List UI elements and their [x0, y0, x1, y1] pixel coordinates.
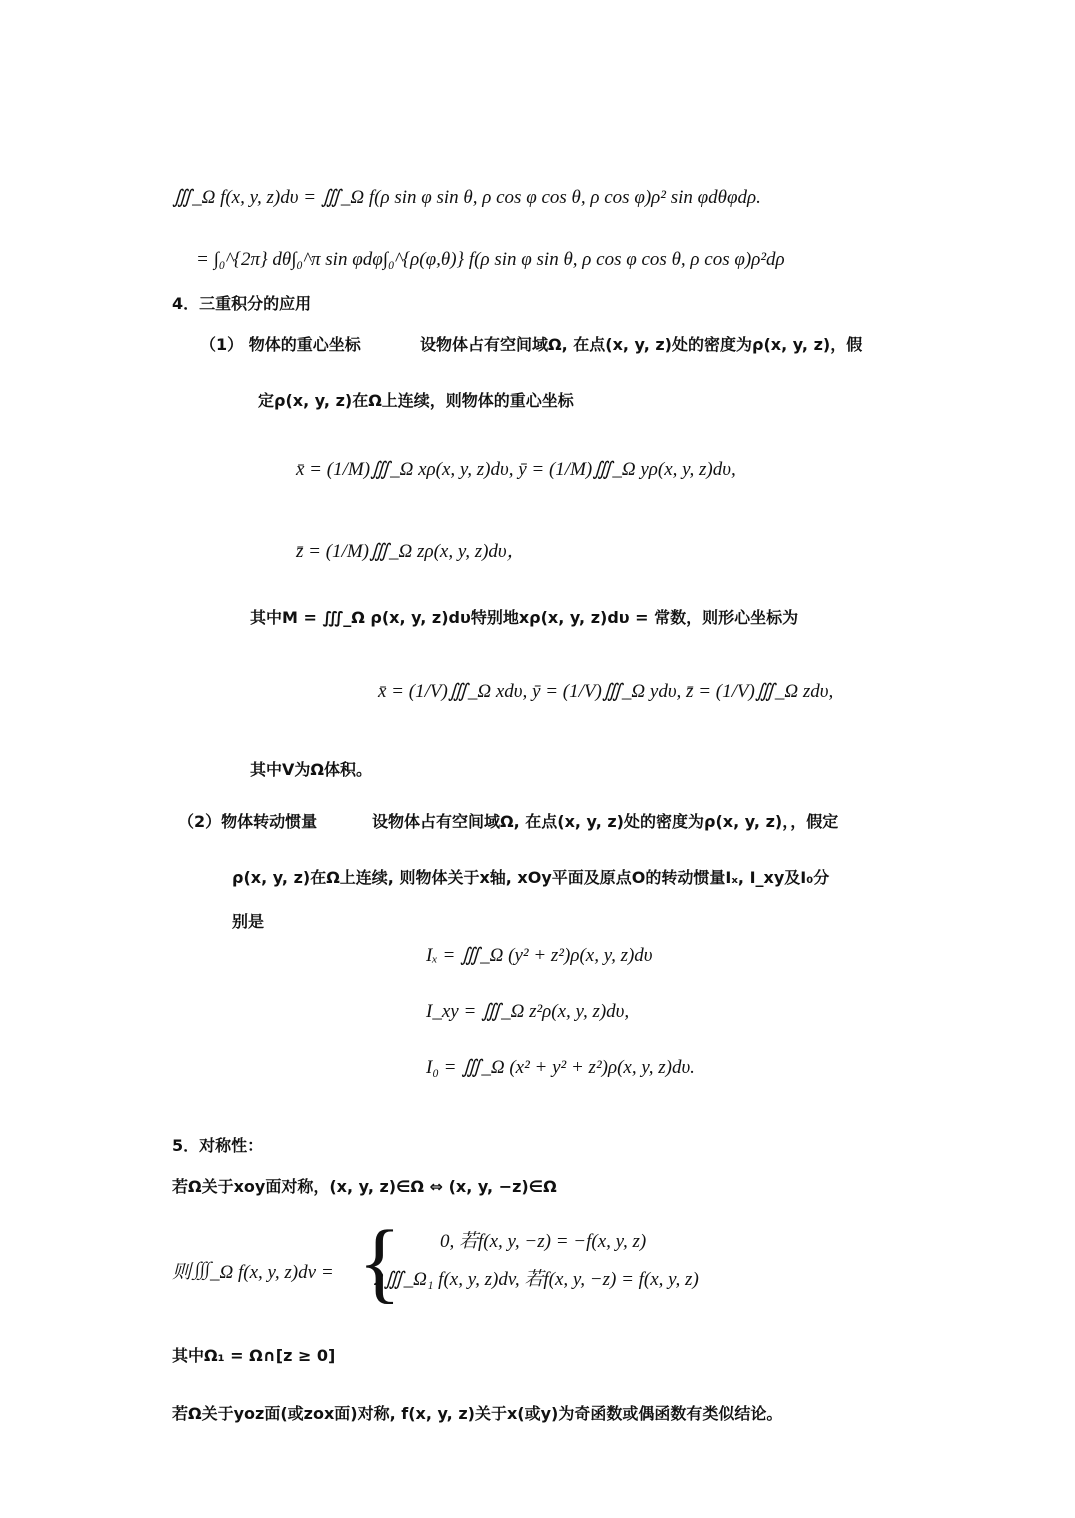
piecewise-brace: {: [358, 1213, 402, 1312]
item-1-heading: （1） 物体的重心坐标: [200, 335, 361, 354]
item-2-text-c: 别是: [232, 912, 265, 931]
omega1-definition: 其中Ω₁ = Ω∩[z ≥ 0]: [172, 1346, 336, 1365]
inertia-xy-formula: I_xy = ∭_Ω z²ρ(x, y, z)dυ,: [426, 1001, 630, 1022]
item-1-text-b: 定ρ(x, y, z)在Ω上连续，则物体的重心坐标: [258, 391, 574, 410]
section-4-heading: 4．三重积分的应用: [172, 294, 312, 313]
formula-spherical-line-1: ∭_Ω f(x, y, z)dυ = ∭_Ω f(ρ sin φ sin θ, ρ cos φ cos θ, ρ cos φ)ρ² sin φdθφdρ.: [172, 187, 761, 208]
symmetry-lhs: 则∭_Ω f(x, y, z)dv =: [172, 1262, 334, 1283]
item-1-text-a: 设物体占有空间域Ω, 在点(x, y, z)处的密度为ρ(x, y, z)，假: [420, 335, 863, 354]
symmetry-case-odd: 0, 若f(x, y, −z) = −f(x, y, z): [440, 1231, 647, 1252]
symmetry-condition: 若Ω关于xoy面对称，(x, y, z)∈Ω ⇔ (x, y, −z)∈Ω: [172, 1177, 557, 1196]
item-2-heading: （2）物体转动惯量: [178, 812, 318, 831]
item-2-text-a: 设物体占有空间域Ω, 在点(x, y, z)处的密度为ρ(x, y, z)，，假定: [372, 812, 839, 831]
volume-note: 其中V为Ω体积。: [250, 760, 372, 779]
mass-definition-line: 其中M = ∭_Ω ρ(x, y, z)dυ特别地xρ(x, y, z)dυ = 常数，则形心坐标为: [250, 608, 799, 627]
formula-spherical-line-2: = ∫₀^{2π} dθ∫₀^π sin φdφ∫₀^{ρ(φ,θ)} f(ρ sin φ sin θ, ρ cos φ cos θ, ρ cos φ)ρ²dρ: [196, 249, 785, 270]
symmetry-case-even: 2∭_Ω₁ f(x, y, z)dv, 若f(x, y, −z) = f(x, y, z): [374, 1269, 699, 1290]
section-5-heading: 5．对称性：: [172, 1136, 264, 1155]
centroid-z-formula: z̄ = (1/M)∭_Ω zρ(x, y, z)dυ，: [296, 541, 526, 562]
item-2-text-b: ρ(x, y, z)在Ω上连续, 则物体关于x轴, xOy平面及原点O的转动惯量Iₓ, I_xy及I₀分: [232, 868, 830, 887]
shape-centroid-formula: x̄ = (1/V)∭_Ω xdυ, ȳ = (1/V)∭_Ω ydυ, z̄ = (1/V)∭_Ω zdυ,: [378, 681, 834, 702]
inertia-x-formula: Iₓ = ∭_Ω (y² + z²)ρ(x, y, z)dυ: [426, 945, 653, 966]
symmetry-note: 若Ω关于yoz面(或zox面)对称, f(x, y, z)关于x(或y)为奇函数或偶函数有类似结论。: [172, 1404, 783, 1423]
inertia-o-formula: I₀ = ∭_Ω (x² + y² + z²)ρ(x, y, z)dυ.: [426, 1057, 695, 1078]
centroid-xy-formula: x̄ = (1/M)∭_Ω xρ(x, y, z)dυ, ȳ = (1/M)∭_Ω yρ(x, y, z)dυ,: [296, 459, 736, 480]
